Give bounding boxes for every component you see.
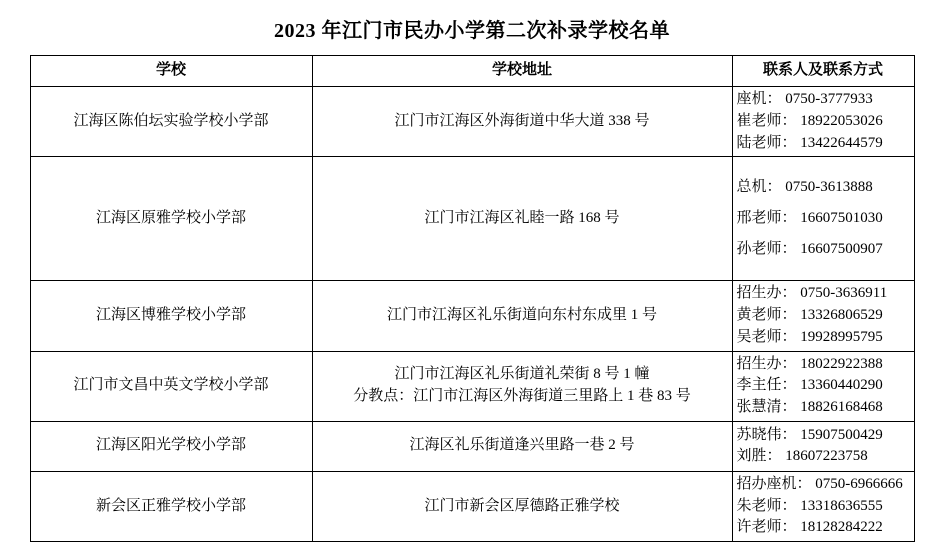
cell-school-address (312, 421, 732, 471)
table-row (30, 281, 914, 351)
contact-line: 黄老师： 13326806529 (736, 307, 883, 323)
cell-school-name: 江海区原雅学校小学部 (30, 157, 312, 281)
page-title: 2023 年江门市民办小学第二次补录学校名单 (274, 20, 670, 42)
contact-line: 崔老师： 18922053026 (736, 112, 883, 129)
table-row (30, 421, 914, 471)
contact-line: 刘胜： 18607223758 (736, 448, 868, 465)
contact-line: 吴老师： 19928995795 (736, 328, 883, 345)
school-list-table (30, 55, 915, 542)
column-header-contact: 联系人及联系方式 (732, 56, 914, 87)
cell-school-name: 江海区阳光学校小学部 (30, 421, 312, 471)
cell-school-name: 新会区正雅学校小学部 (30, 471, 312, 541)
table-row (30, 87, 914, 157)
cell-school-address (312, 87, 732, 157)
address-line: 江海区礼乐街道逢兴里路一巷 2 号 (409, 437, 635, 454)
cell-school-address (312, 471, 732, 541)
cell-school-name: 江门市文昌中英文学校小学部 (30, 351, 312, 421)
address-line: 江门市江海区外海街道中华大道 338 号 (394, 112, 650, 129)
cell-contact-info (732, 421, 914, 471)
address-line: 江门市江海区礼乐街道向东村东成里 1 号 (386, 307, 657, 323)
contact-line: 孙老师： 16607500907 (736, 240, 883, 257)
address-line: 江门市江海区礼睦一路 168 号 (424, 209, 620, 226)
contact-line: 总机： 0750-3613888 (736, 179, 873, 196)
address-line: 江门市江海区礼乐街道礼荣街 8 号 1 幢 (394, 366, 650, 383)
table-row (30, 471, 914, 541)
contact-line: 张慧清： 18826168468 (736, 399, 883, 415)
contact-line: 招生办： 18022922388 (736, 355, 883, 372)
cell-contact-info (732, 281, 914, 351)
cell-school-address (312, 351, 732, 421)
cell-school-name: 江海区陈伯坛实验学校小学部 (30, 87, 312, 157)
column-header-address: 学校地址 (312, 56, 732, 87)
contact-line: 招办座机： 0750-6966666 (736, 475, 903, 492)
contact-line: 苏晓伟： 15907500429 (736, 426, 883, 443)
address-line: 江门市新会区厚德路正雅学校 (424, 497, 620, 514)
contact-line: 李主任： 13360440290 (736, 377, 883, 394)
table-row (30, 157, 914, 281)
contact-line: 朱老师： 13318636555 (736, 497, 883, 514)
cell-contact-info (732, 87, 914, 157)
cell-school-name: 江海区博雅学校小学部 (30, 281, 312, 351)
cell-contact-info (732, 157, 914, 281)
table-header-row (30, 56, 914, 87)
contact-line: 邢老师： 16607501030 (736, 209, 883, 226)
cell-school-address (312, 281, 732, 351)
contact-line: 座机： 0750-3777933 (736, 91, 873, 107)
column-header-school: 学校 (30, 56, 312, 87)
cell-contact-info (732, 471, 914, 541)
contact-line: 陆老师： 13422644579 (736, 134, 883, 151)
cell-contact-info (732, 351, 914, 421)
address-line: 分教点：江门市江海区外海街道三里路上 1 巷 83 号 (353, 388, 691, 405)
table-row (30, 351, 914, 421)
contact-line: 招生办： 0750-3636911 (736, 285, 888, 302)
contact-line: 许老师： 18128284222 (736, 519, 883, 536)
cell-school-address (312, 157, 732, 281)
